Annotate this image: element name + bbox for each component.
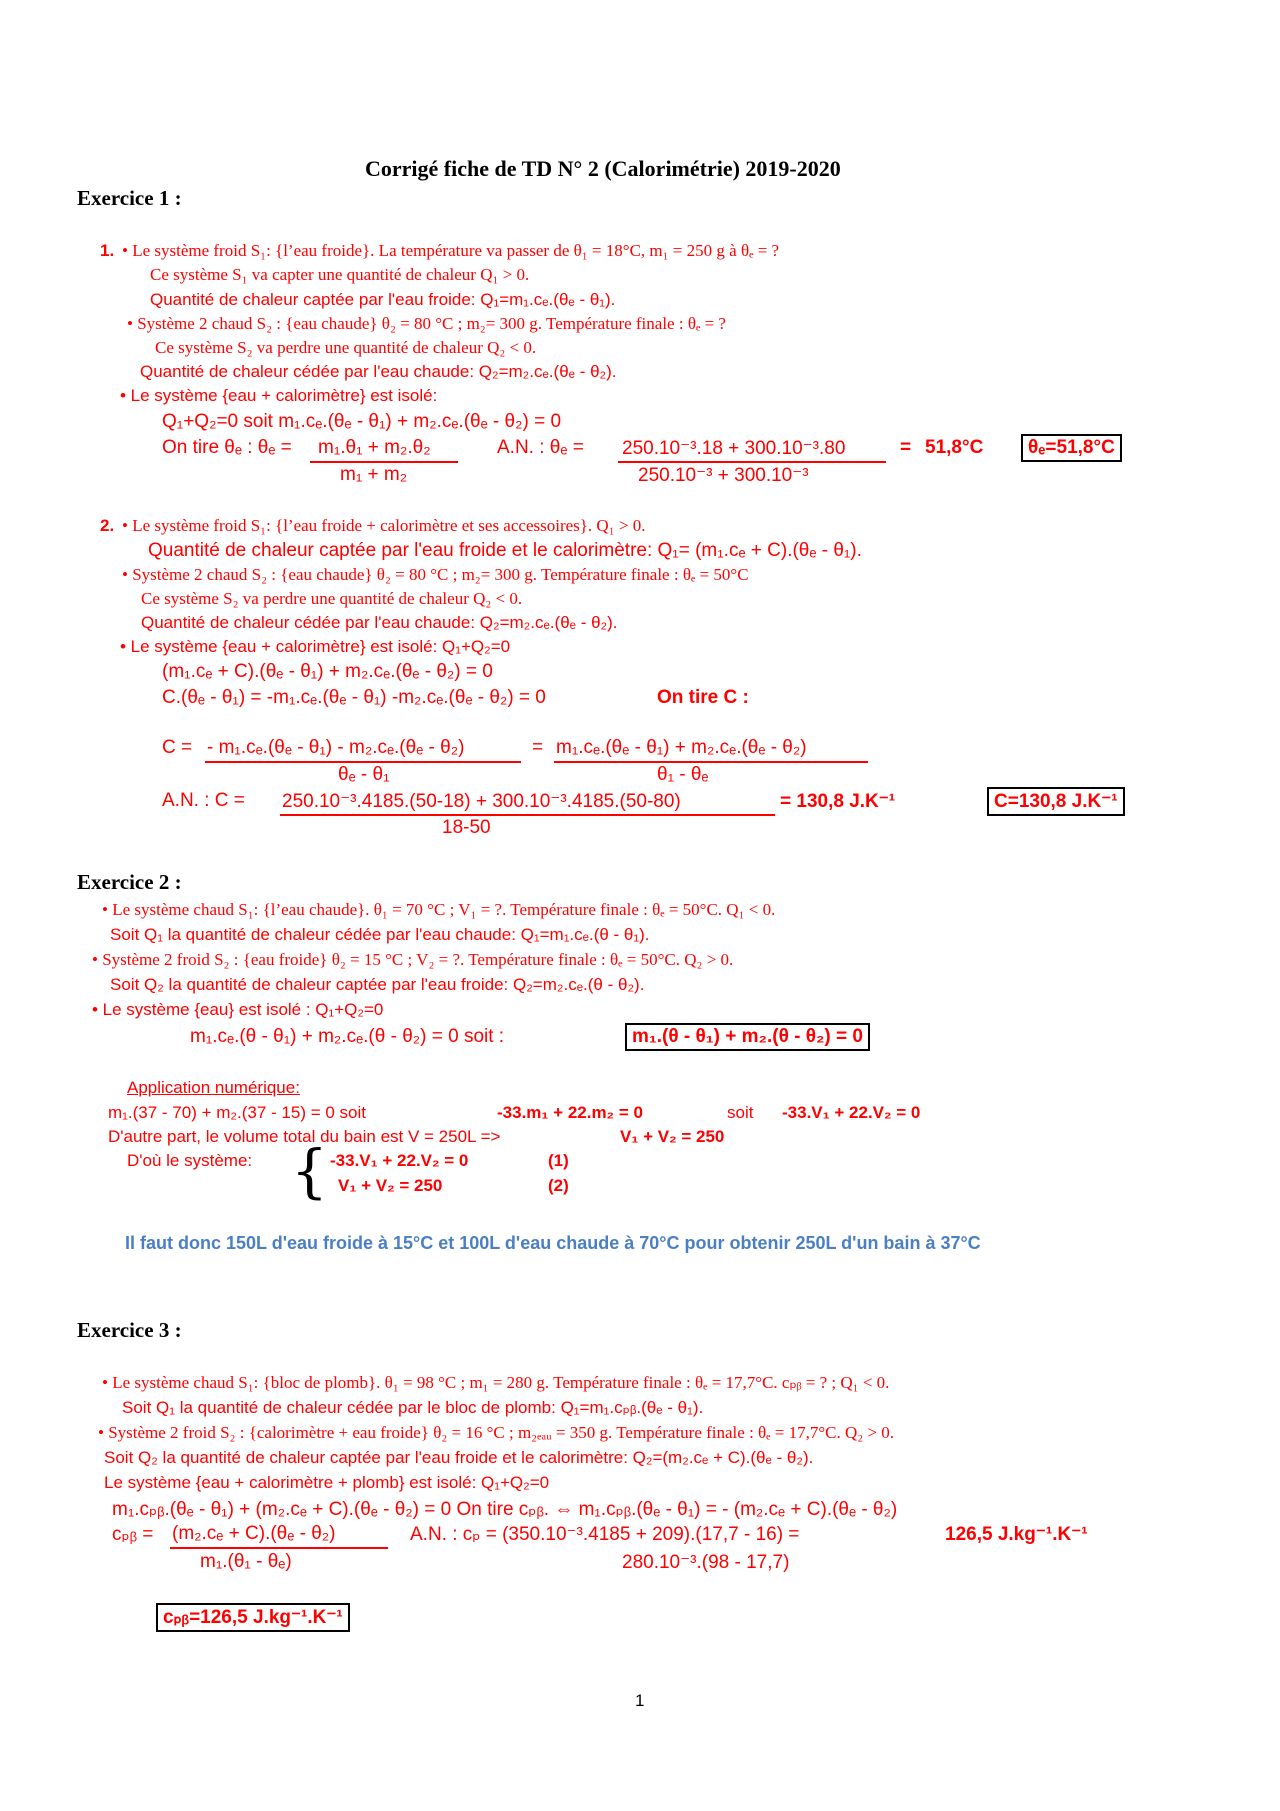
ex3-an-numerator: A.N. : cₚ = (350.10⁻³.4185 + 209).(17,7 - 16) = [410, 1524, 800, 1545]
ex1-p2-an-denominator: 18-50 [442, 817, 491, 838]
ex2-line5: • Le système {eau} est isolé : Q₁+Q₂=0 [92, 1000, 384, 1019]
ex1-p1-line7: • Le système {eau + calorimètre} est isolé: [120, 386, 438, 405]
ex2-line9: D'où le système: [127, 1151, 253, 1170]
ex1-p1-line6: Quantité de chaleur cédée par l'eau chaude: Q₂=m₂.cₑ.(θₑ - θ₂). [140, 362, 617, 381]
ex3-cpb-label: cₚᵦ = [112, 1524, 154, 1545]
ex1-p2-line5: Quantité de chaleur cédée par l'eau chaude: Q₂=m₂.cₑ.(θₑ - θ₂). [141, 613, 618, 632]
ex3-an-denominator: 280.10⁻³.(98 - 17,7) [622, 1552, 790, 1573]
ex1-p2-c-numerator2: m₁.cₑ.(θₑ - θ₁) + m₂.cₑ.(θₑ - θ₂) [556, 737, 807, 758]
ex3-line5: Le système {eau + calorimètre + plomb} est isolé: Q₁+Q₂=0 [104, 1473, 550, 1492]
ex1-p1-boxed-result: θₑ=51,8°C [1021, 434, 1122, 462]
ex2-system-eq2: V₁ + V₂ = 250 [338, 1176, 443, 1195]
ex1-p1-formula-numerator: m₁.θ₁ + m₂.θ₂ [318, 437, 431, 458]
ex1-p2-line2: Quantité de chaleur captée par l'eau froide et le calorimètre: Q₁= (m₁.cₑ + C).(θₑ - θ₁). [148, 540, 862, 561]
ex2-system-eq2-number: (2) [548, 1176, 569, 1195]
ex1-p1-line8: Q₁+Q₂=0 soit m₁.cₑ.(θₑ - θ₁) + m₂.cₑ.(θₑ - θ₂) = 0 [162, 411, 562, 432]
ex1-p2-line1: • Le système froid S₁: {l’eau froide + calorimètre et ses accessoires}. Q₁ > 0. [122, 516, 646, 535]
ex1-p1-line1: • Le système froid S₁: {l’eau froide}. La température va passer de θ₁ = 18°C, m₁ = 250 g à θₑ = ? [122, 241, 780, 260]
ex2-conclusion: Il faut donc 150L d'eau froide à 15°C et 100L d'eau chaude à 70°C pour obtenir 250L d'un bain à 37°C [125, 1233, 981, 1253]
ex1-p2-on-tire-c: On tire C : [657, 687, 749, 708]
ex1-p2-line3: • Système 2 chaud S₂ : {eau chaude} θ₂ = 80 °C ; m₂= 300 g. Température finale : θₑ = 50°C [122, 565, 749, 584]
ex1-p1-fraction-bar [310, 461, 458, 463]
ex1-p1-an-label: A.N. : θₑ = [497, 437, 584, 458]
ex1-p2-line4: Ce système S₂ va perdre une quantité de chaleur Q₂ < 0. [141, 589, 523, 608]
ex1-p2-an-numerator: 250.10⁻³.4185.(50-18) + 300.10⁻³.4185.(50-80) [282, 791, 681, 812]
ex2-boxed-equation: m₁.(θ - θ₁) + m₂.(θ - θ₂) = 0 [625, 1023, 870, 1051]
ex2-line8-eq: V₁ + V₂ = 250 [620, 1127, 725, 1146]
ex2-line7-soit: soit [727, 1103, 754, 1122]
exercise-1-heading: Exercice 1 : [77, 186, 182, 210]
ex3-line4: Soit Q₂ la quantité de chaleur captée par l'eau froide et le calorimètre: Q₂=(m₂.cₑ + C).(θₑ - θ₂). [104, 1448, 814, 1467]
ex1-p2-c-fraction-bar2 [554, 761, 868, 763]
ex3-cpb-denominator: m₁.(θ₁ - θₑ) [200, 1551, 292, 1572]
ex1-p1-an-fraction-bar [618, 461, 886, 463]
ex2-line7-eq-m: -33.m₁ + 22.m₂ = 0 [497, 1103, 643, 1122]
ex1-p2-c-denominator2: θ₁ - θₑ [657, 764, 709, 785]
ex1-p2-c-fraction-bar1 [205, 761, 521, 763]
ex1-p2-c-label: C = [162, 737, 193, 758]
page-number: 1 [635, 1691, 645, 1710]
ex1-p1-an-numerator: 250.10⁻³.18 + 300.10⁻³.80 [622, 438, 846, 459]
ex1-p1-line4: • Système 2 chaud S₂ : {eau chaude} θ₂ = 80 °C ; m₂= 300 g. Température finale : θₑ = ? [127, 314, 726, 333]
ex3-cpb-fraction-bar [170, 1547, 388, 1549]
ex3-cpb-numerator: (m₂.cₑ + C).(θₑ - θ₂) [172, 1523, 336, 1544]
ex2-line3: • Système 2 froid S₂ : {eau froide} θ₂ = 15 °C ; V₂ = ?. Température finale : θₑ = 50°C. Q₂ > 0. [92, 950, 734, 969]
ex3-an-result: 126,5 J.kg⁻¹.K⁻¹ [945, 1524, 1088, 1545]
ex1-p1-line3: Quantité de chaleur captée par l'eau froide: Q₁=m₁.cₑ.(θₑ - θ₁). [150, 290, 616, 309]
ex2-line2: Soit Q₁ la quantité de chaleur cédée par l'eau chaude: Q₁=m₁.cₑ.(θ - θ₁). [110, 925, 650, 944]
ex3-boxed-result: cₚᵦ=126,5 J.kg⁻¹.K⁻¹ [156, 1603, 350, 1632]
ex1-p1-line5: Ce système S₂ va perdre une quantité de chaleur Q₂ < 0. [155, 338, 537, 357]
ex1-p2-boxed-result: C=130,8 J.K⁻¹ [987, 787, 1125, 816]
ex3-line2: Soit Q₁ la quantité de chaleur cédée par le bloc de plomb: Q₁=m₁.cₚᵦ.(θₑ - θ₁). [122, 1398, 704, 1417]
ex3-line6: m₁.cₚᵦ.(θₑ - θ₁) + (m₂.cₑ + C).(θₑ - θ₂) = 0 On tire cₚᵦ. ⇔ m₁.cₚᵦ.(θₑ - θ₁) = - (m₂.cₑ + C).(θₑ - θ₂) [112, 1499, 898, 1520]
ex2-system-brace: { [291, 1137, 328, 1205]
ex1-p2-line8: C.(θₑ - θ₁) = -m₁.cₑ.(θₑ - θ₁) -m₂.cₑ.(θₑ - θ₂) = 0 [162, 687, 546, 708]
ex2-line8: D'autre part, le volume total du bain est V = 250L => [108, 1127, 501, 1146]
ex1-p2-an-label: A.N. : C = [162, 790, 245, 811]
ex1-p2-line7: (m₁.cₑ + C).(θₑ - θ₁) + m₂.cₑ.(θₑ - θ₂) = 0 [162, 661, 493, 682]
ex2-system-eq1: -33.V₁ + 22.V₂ = 0 [330, 1151, 469, 1170]
ex2-line1: • Le système chaud S₁: {l’eau chaude}. θ₁ = 70 °C ; V₁ = ?. Température finale : θₑ = 50°C. Q₁ < 0. [102, 900, 776, 919]
exercise-3-heading: Exercice 3 : [77, 1318, 182, 1342]
ex1-p2-an-fraction-bar [280, 814, 775, 816]
ex1-p1-line2: Ce système S₁ va capter une quantité de chaleur Q₁ > 0. [150, 265, 530, 284]
ex1-part2-number: 2. [100, 516, 115, 535]
ex1-p2-an-result: = 130,8 J.K⁻¹ [780, 791, 896, 812]
ex2-line7: m₁.(37 - 70) + m₂.(37 - 15) = 0 soit [108, 1103, 366, 1122]
exercise-2-heading: Exercice 2 : [77, 870, 182, 894]
ex1-p1-formula-label: On tire θₑ : θₑ = [162, 437, 292, 458]
ex3-line1: • Le système chaud S₁: {bloc de plomb}. θ₁ = 98 °C ; m₁ = 280 g. Température finale : θₑ = 17,7°C. cₚᵦ = ? ; Q₁ < 0. [102, 1373, 890, 1392]
ex2-line7-eq-v: -33.V₁ + 22.V₂ = 0 [782, 1103, 921, 1122]
ex1-part1-number: 1. [100, 241, 115, 260]
ex1-p2-c-equals: = [532, 737, 544, 758]
ex2-system-eq1-number: (1) [548, 1151, 569, 1170]
ex2-line4: Soit Q₂ la quantité de chaleur captée par l'eau froide: Q₂=m₂.cₑ.(θ - θ₂). [110, 975, 645, 994]
ex1-p1-an-equals: = [900, 437, 912, 458]
ex1-p2-c-numerator1: - m₁.cₑ.(θₑ - θ₁) - m₂.cₑ.(θₑ - θ₂) [207, 737, 465, 758]
page-title: Corrigé fiche de TD N° 2 (Calorimétrie) 2019-2020 [365, 156, 841, 181]
ex1-p1-an-denominator: 250.10⁻³ + 300.10⁻³ [638, 465, 809, 486]
ex1-p1-an-result: 51,8°C [925, 437, 984, 458]
ex2-line6: m₁.cₑ.(θ - θ₁) + m₂.cₑ.(θ - θ₂) = 0 soit : [190, 1026, 505, 1047]
ex3-line3: • Système 2 froid S₂ : {calorimètre + eau froide} θ₂ = 16 °C ; m₂ₑₐᵤ = 350 g. Température finale : θₑ = 17,7°C. Q₂ > 0. [98, 1423, 895, 1442]
ex2-application-title: Application numérique: [127, 1078, 300, 1097]
ex1-p2-c-denominator1: θₑ - θ₁ [338, 764, 390, 785]
ex1-p2-line6: • Le système {eau + calorimètre} est isolé: Q₁+Q₂=0 [120, 637, 511, 656]
ex1-p1-formula-denominator: m₁ + m₂ [340, 464, 408, 485]
